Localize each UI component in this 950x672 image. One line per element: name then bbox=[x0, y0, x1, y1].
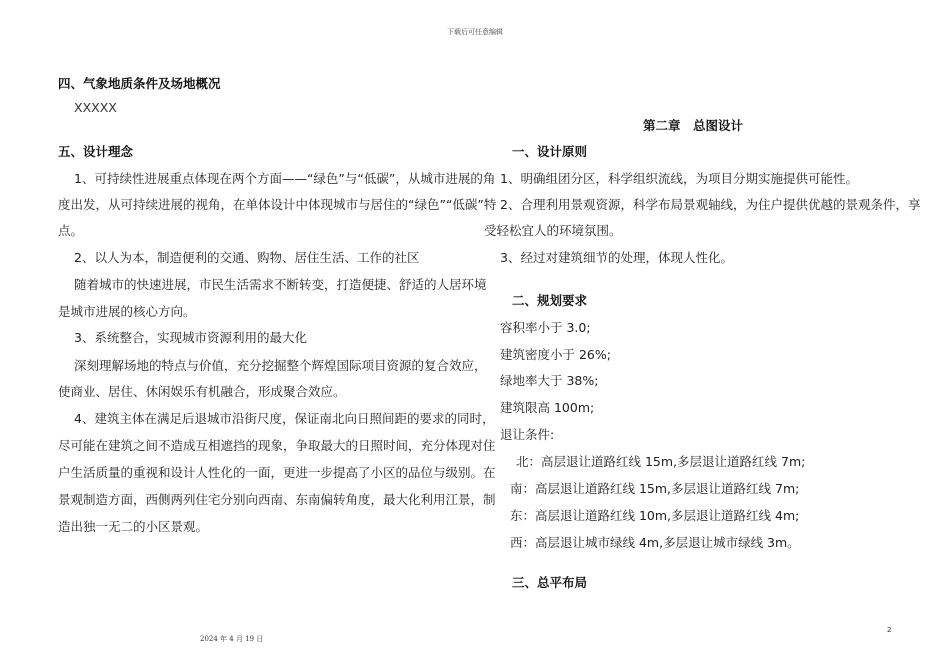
footer-date: 2024 年 4 月 19 日 bbox=[200, 635, 264, 643]
setback-west: 西：高层退让城市绿线 4m,多层退让城市绿线 3m。 bbox=[510, 535, 800, 550]
paragraph-line: 随着城市的快速进展，市民生活需求不断转变，打造便捷、舒适的人居环境 bbox=[74, 277, 487, 292]
paragraph-line: 尽可能在建筑之间不造成互相遮挡的现象，争取最大的日照时间，充分体现对住 bbox=[58, 438, 496, 453]
paragraph-line: 深刻理解场地的特点与价值，充分挖掘整个辉煌国际项目资源的复合效应， bbox=[74, 358, 487, 373]
paragraph-line: 使商业、居住、休闲娱乐有机融合，形成聚合效应。 bbox=[58, 384, 346, 399]
requirement-line: 建筑密度小于 26%; bbox=[500, 347, 611, 362]
paragraph-line: 2、合理利用景观资源，科学布局景观轴线，为住户提供优越的景观条件，享 bbox=[500, 197, 921, 212]
paragraph-line: 点。 bbox=[58, 223, 84, 238]
paragraph-line: 3、经过对建筑细节的处理，体现人性化。 bbox=[500, 250, 733, 265]
paragraph-line: 3、系统整合，实现城市资源利用的最大化 bbox=[74, 330, 307, 345]
paragraph-line: 造出独一无二的小区景观。 bbox=[58, 519, 209, 534]
paragraph-line: 户生活质量的重视和设计人性化的一面，更进一步提高了小区的品位与级别。在 bbox=[58, 465, 496, 480]
paragraph-line: 受轻松宜人的环境氛围。 bbox=[484, 223, 622, 238]
section-1-title: 一、设计原则 bbox=[512, 144, 588, 159]
requirement-line: 退让条件: bbox=[500, 427, 555, 442]
page-number: 2 bbox=[887, 626, 892, 634]
paragraph-line: 1、明确组团分区，科学组织流线，为项目分期实施提供可能性。 bbox=[500, 171, 858, 186]
paragraph-line: 4、建筑主体在满足后退城市沿街尺度，保证南北向日照间距的要求的同时， bbox=[74, 411, 495, 426]
paragraph-line: 2、以人为本，制造便利的交通、购物、居住生活、工作的社区 bbox=[74, 250, 420, 265]
setback-north: 北：高层退让道路红线 15m,多层退让道路红线 7m; bbox=[516, 454, 806, 469]
section-4-title: 四、气象地质条件及场地概况 bbox=[58, 76, 221, 91]
requirement-line: 容积率小于 3.0; bbox=[500, 320, 591, 335]
paragraph-line: 度出发，从可持续进展的视角，在单体设计中体现城市与居住的“绿色”“低碳”特 bbox=[58, 197, 497, 212]
paragraph-line: 景观制造方面，西侧两列住宅分别向西南、东南偏转角度，最大化利用江景，制 bbox=[58, 492, 496, 507]
page-header: 下载后可任意编辑 bbox=[447, 28, 503, 36]
section-5-title: 五、设计理念 bbox=[58, 144, 134, 159]
chapter-title: 第二章 总图设计 bbox=[643, 118, 744, 133]
section-4-placeholder: XXXXX bbox=[74, 100, 117, 115]
paragraph-line: 是城市进展的核心方向。 bbox=[58, 304, 196, 319]
setback-south: 南：高层退让道路红线 15m,多层退让道路红线 7m; bbox=[510, 481, 800, 496]
setback-east: 东：高层退让道路红线 10m,多层退让道路红线 4m; bbox=[510, 508, 800, 523]
requirement-line: 建筑限高 100m; bbox=[500, 400, 595, 415]
requirement-line: 绿地率大于 38%; bbox=[500, 373, 599, 388]
paragraph-line: 1、可持续性进展重点体现在两个方面——“绿色”与“低碳”，从城市进展的角 bbox=[74, 171, 496, 186]
section-3-title: 三、总平布局 bbox=[512, 575, 588, 590]
section-2-title: 二、规划要求 bbox=[512, 293, 588, 308]
